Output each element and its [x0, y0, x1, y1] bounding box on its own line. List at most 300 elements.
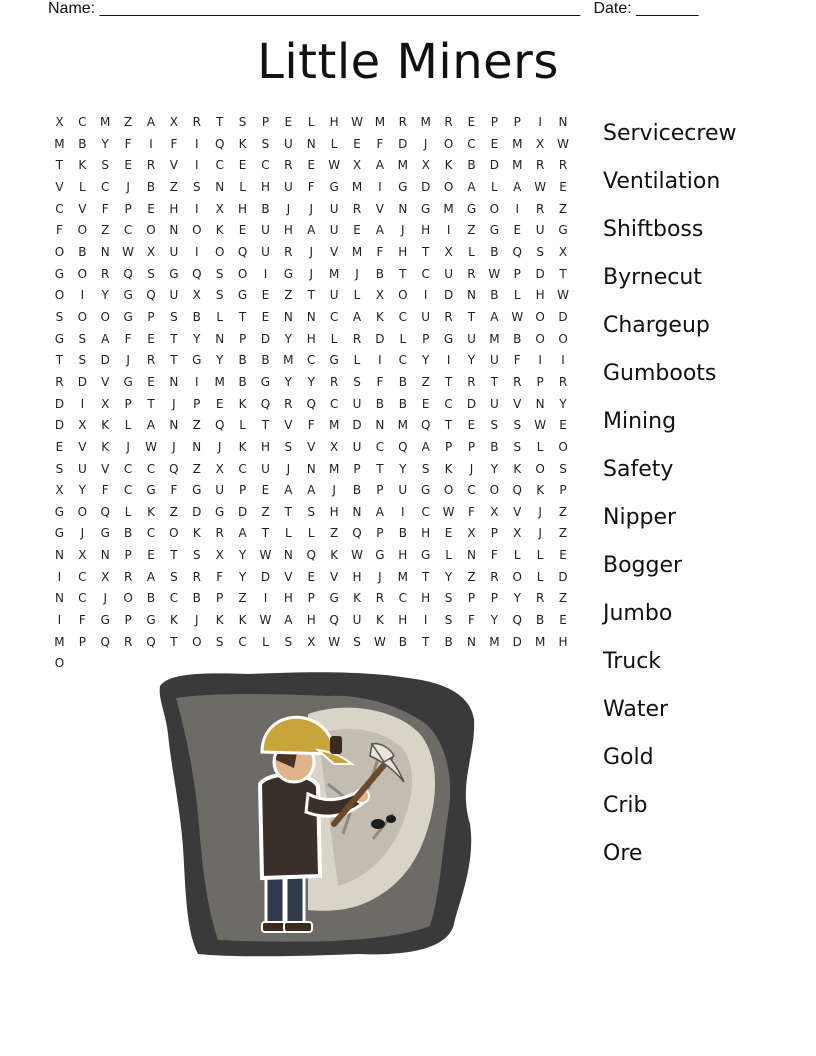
grid-letter[interactable]: R [444, 309, 453, 324]
grid-letter[interactable]: S [192, 179, 201, 194]
grid-letter[interactable]: E [559, 548, 567, 563]
grid-letter[interactable]: Q [306, 396, 316, 411]
grid-letter[interactable]: V [284, 418, 293, 433]
grid-letter[interactable]: W [122, 244, 135, 259]
grid-letter[interactable]: Q [306, 548, 316, 563]
grid-letter[interactable]: O [558, 439, 568, 454]
grid-letter[interactable]: Y [284, 331, 293, 346]
grid-letter[interactable]: C [375, 439, 385, 454]
grid-letter[interactable]: C [215, 158, 224, 173]
grid-letter[interactable]: R [101, 266, 110, 281]
grid-letter[interactable]: Y [101, 288, 109, 303]
name-line[interactable]: ______________________________________________________ [99, 0, 581, 17]
grid-letter[interactable]: C [146, 526, 156, 541]
grid-letter[interactable]: Q [329, 613, 339, 628]
grid-letter[interactable]: Z [124, 115, 133, 129]
grid-letter[interactable]: G [421, 201, 431, 216]
grid-letter[interactable]: M [374, 115, 386, 129]
grid-letter[interactable]: M [54, 136, 65, 151]
grid-letter[interactable]: U [489, 353, 499, 368]
grid-letter[interactable]: Z [467, 223, 476, 238]
grid-letter[interactable]: D [260, 331, 271, 346]
grid-letter[interactable]: V [101, 374, 110, 389]
grid-letter[interactable]: J [378, 569, 382, 584]
grid-letter[interactable]: C [123, 461, 133, 476]
grid-letter[interactable]: N [283, 548, 293, 563]
grid-letter[interactable]: F [55, 223, 63, 238]
grid-letter[interactable]: T [559, 266, 567, 281]
grid-letter[interactable]: N [100, 244, 110, 259]
grid-letter[interactable]: H [398, 613, 408, 628]
grid-letter[interactable]: W [259, 613, 272, 628]
grid-letter[interactable]: X [78, 548, 87, 563]
grid-letter[interactable]: K [101, 418, 110, 433]
grid-letter[interactable]: U [261, 223, 270, 238]
grid-letter[interactable]: C [467, 136, 476, 151]
grid-letter[interactable]: N [283, 309, 293, 324]
grid-letter[interactable]: K [238, 439, 247, 454]
grid-letter[interactable]: Z [192, 461, 201, 476]
grid-letter[interactable]: P [78, 634, 86, 649]
grid-letter[interactable]: H [169, 201, 179, 216]
grid-letter[interactable]: G [192, 353, 202, 368]
grid-letter[interactable]: H [421, 223, 431, 238]
grid-letter[interactable]: C [238, 461, 247, 476]
grid-letter[interactable]: C [169, 591, 179, 606]
grid-letter[interactable]: W [557, 288, 569, 303]
grid-letter[interactable]: C [78, 569, 87, 584]
grid-letter[interactable]: L [262, 634, 269, 649]
grid-letter[interactable]: A [375, 223, 385, 238]
grid-letter[interactable]: O [398, 288, 408, 303]
grid-letter[interactable]: G [329, 179, 339, 194]
grid-letter[interactable]: O [535, 461, 545, 476]
grid-letter[interactable]: L [78, 179, 86, 194]
grid-letter[interactable]: G [100, 526, 110, 541]
grid-letter[interactable]: Z [558, 526, 568, 541]
grid-letter[interactable]: S [284, 439, 293, 454]
grid-letter[interactable]: C [467, 483, 476, 498]
grid-letter[interactable]: J [126, 353, 130, 368]
grid-letter[interactable]: D [489, 158, 499, 173]
grid-letter[interactable]: E [559, 418, 567, 433]
grid-letter[interactable]: M [328, 266, 340, 281]
grid-letter[interactable]: N [398, 201, 408, 216]
grid-letter[interactable]: U [467, 331, 476, 346]
grid-letter[interactable]: X [215, 548, 224, 563]
grid-letter[interactable]: J [286, 201, 291, 216]
grid-letter[interactable]: R [352, 201, 362, 216]
grid-letter[interactable]: P [147, 309, 155, 324]
grid-letter[interactable]: Y [513, 591, 521, 606]
grid-letter[interactable]: S [444, 613, 453, 628]
grid-letter[interactable]: B [261, 353, 270, 368]
grid-letter[interactable]: S [78, 353, 87, 368]
grid-letter[interactable]: I [57, 613, 62, 628]
grid-letter[interactable]: G [421, 483, 431, 498]
grid-letter[interactable]: P [376, 526, 384, 541]
grid-letter[interactable]: C [123, 223, 133, 238]
grid-letter[interactable]: N [215, 179, 225, 194]
grid-letter[interactable]: T [55, 158, 64, 173]
grid-letter[interactable]: U [444, 266, 453, 281]
grid-letter[interactable]: F [468, 613, 475, 628]
grid-letter[interactable]: X [490, 504, 499, 519]
grid-letter[interactable]: T [399, 266, 407, 281]
grid-letter[interactable]: D [466, 396, 477, 411]
grid-letter[interactable]: N [54, 548, 64, 563]
grid-letter[interactable]: F [376, 244, 384, 259]
grid-letter[interactable]: M [54, 634, 65, 649]
grid-letter[interactable]: N [306, 309, 316, 324]
grid-letter[interactable]: G [123, 374, 133, 389]
grid-letter[interactable]: S [238, 115, 247, 129]
grid-letter[interactable]: Q [352, 526, 362, 541]
grid-letter[interactable]: N [375, 418, 385, 433]
grid-letter[interactable]: P [238, 483, 247, 498]
grid-letter[interactable]: O [512, 569, 522, 584]
grid-letter[interactable]: E [55, 439, 64, 454]
grid-letter[interactable]: A [352, 309, 362, 324]
grid-letter[interactable]: I [538, 115, 542, 129]
grid-letter[interactable]: R [398, 115, 407, 129]
grid-letter[interactable]: B [192, 309, 201, 324]
grid-letter[interactable]: D [54, 418, 65, 433]
grid-letter[interactable]: H [398, 244, 408, 259]
grid-letter[interactable]: W [351, 115, 363, 129]
grid-letter[interactable]: M [512, 158, 523, 173]
grid-letter[interactable]: Q [260, 396, 271, 411]
grid-letter[interactable]: F [124, 331, 132, 346]
grid-letter[interactable]: S [170, 309, 178, 324]
grid-letter[interactable]: T [467, 309, 476, 324]
grid-letter[interactable]: J [80, 526, 85, 541]
grid-letter[interactable]: N [466, 288, 476, 303]
grid-letter[interactable]: B [124, 526, 133, 541]
grid-letter[interactable]: O [489, 201, 500, 216]
grid-letter[interactable]: U [352, 396, 362, 411]
grid-letter[interactable]: O [54, 244, 65, 259]
grid-letter[interactable]: P [376, 483, 384, 498]
grid-letter[interactable]: T [170, 331, 178, 346]
grid-letter[interactable]: R [467, 266, 476, 281]
grid-letter[interactable]: P [261, 115, 270, 129]
grid-letter[interactable]: Y [284, 374, 293, 389]
grid-letter[interactable]: M [351, 179, 363, 194]
grid-letter[interactable]: A [146, 569, 156, 584]
grid-letter[interactable]: X [101, 569, 110, 584]
grid-letter[interactable]: E [238, 223, 247, 238]
grid-letter[interactable]: Q [146, 634, 156, 649]
grid-letter[interactable]: K [78, 158, 87, 173]
grid-letter[interactable]: E [307, 569, 316, 584]
grid-letter[interactable]: J [126, 439, 130, 454]
grid-letter[interactable]: T [376, 461, 384, 476]
grid-letter[interactable]: L [513, 288, 521, 303]
grid-letter[interactable]: T [170, 548, 178, 563]
grid-letter[interactable]: L [513, 548, 521, 563]
grid-letter[interactable]: E [353, 223, 361, 238]
grid-letter[interactable]: C [307, 353, 316, 368]
grid-letter[interactable]: R [123, 634, 133, 649]
grid-letter[interactable]: F [376, 374, 384, 389]
grid-letter[interactable]: S [421, 461, 430, 476]
grid-letter[interactable]: I [195, 244, 199, 259]
grid-letter[interactable]: S [192, 548, 201, 563]
grid-letter[interactable]: U [535, 223, 545, 238]
grid-letter[interactable]: G [54, 331, 65, 346]
grid-letter[interactable]: I [80, 288, 85, 303]
grid-letter[interactable]: L [285, 526, 292, 541]
grid-letter[interactable]: F [101, 483, 109, 498]
grid-letter[interactable]: G [329, 353, 339, 368]
grid-letter[interactable]: M [397, 158, 408, 173]
grid-letter[interactable]: V [284, 569, 293, 584]
grid-letter[interactable]: I [423, 288, 428, 303]
grid-letter[interactable]: H [421, 591, 431, 606]
grid-letter[interactable]: F [170, 483, 178, 498]
grid-letter[interactable]: K [330, 548, 339, 563]
grid-letter[interactable]: S [55, 309, 64, 324]
grid-letter[interactable]: U [421, 309, 431, 324]
grid-letter[interactable]: D [512, 634, 522, 649]
grid-letter[interactable]: K [147, 504, 155, 519]
grid-letter[interactable]: J [172, 396, 176, 411]
grid-letter[interactable]: B [467, 158, 476, 173]
grid-letter[interactable]: F [376, 136, 384, 151]
grid-letter[interactable]: C [55, 201, 64, 216]
grid-letter[interactable]: I [561, 353, 565, 368]
grid-letter[interactable]: Y [238, 548, 247, 563]
grid-letter[interactable]: B [261, 201, 270, 216]
grid-letter[interactable]: N [169, 374, 179, 389]
grid-letter[interactable]: L [239, 418, 246, 433]
grid-letter[interactable]: Q [398, 439, 408, 454]
grid-letter[interactable]: C [78, 115, 87, 129]
grid-letter[interactable]: C [398, 591, 407, 606]
grid-letter[interactable]: W [259, 548, 272, 563]
grid-letter[interactable]: R [192, 115, 201, 129]
grid-letter[interactable]: X [352, 158, 362, 173]
grid-letter[interactable]: I [195, 374, 199, 389]
grid-letter[interactable]: W [557, 136, 569, 151]
grid-letter[interactable]: K [444, 158, 453, 173]
grid-letter[interactable]: X [78, 418, 87, 433]
grid-letter[interactable]: X [215, 201, 224, 216]
grid-letter[interactable]: X [146, 244, 156, 259]
grid-letter[interactable]: S [559, 461, 567, 476]
grid-letter[interactable]: U [352, 439, 362, 454]
grid-letter[interactable]: O [100, 309, 110, 324]
grid-letter[interactable]: E [353, 136, 361, 151]
grid-letter[interactable]: Y [307, 374, 315, 389]
grid-letter[interactable]: D [558, 309, 568, 324]
grid-letter[interactable]: C [261, 158, 270, 173]
grid-letter[interactable]: H [535, 288, 545, 303]
grid-letter[interactable]: U [329, 223, 339, 238]
grid-letter[interactable]: I [263, 266, 268, 281]
grid-letter[interactable]: V [78, 201, 87, 216]
grid-letter[interactable]: J [126, 179, 130, 194]
grid-letter[interactable]: K [238, 136, 247, 151]
grid-letter[interactable]: G [260, 374, 271, 389]
grid-letter[interactable]: G [54, 266, 65, 281]
grid-letter[interactable]: E [238, 158, 247, 173]
grid-letter[interactable]: S [513, 418, 522, 433]
grid-letter[interactable]: H [238, 201, 248, 216]
grid-letter[interactable]: A [284, 613, 293, 628]
grid-letter[interactable]: H [352, 569, 362, 584]
grid-letter[interactable]: R [535, 201, 545, 216]
grid-letter[interactable]: T [422, 244, 430, 259]
grid-letter[interactable]: U [261, 461, 270, 476]
grid-letter[interactable]: A [375, 158, 385, 173]
grid-letter[interactable]: B [398, 526, 407, 541]
grid-letter[interactable]: P [238, 331, 247, 346]
grid-letter[interactable]: T [170, 634, 178, 649]
grid-letter[interactable]: J [332, 483, 336, 498]
grid-letter[interactable]: U [77, 461, 87, 476]
grid-letter[interactable]: J [103, 591, 107, 606]
grid-letter[interactable]: Y [559, 396, 567, 411]
grid-letter[interactable]: I [195, 201, 199, 216]
date-line[interactable]: _______ [636, 0, 699, 17]
grid-letter[interactable]: X [307, 634, 316, 649]
grid-letter[interactable]: D [352, 418, 362, 433]
grid-letter[interactable]: R [55, 374, 64, 389]
grid-letter[interactable]: X [55, 483, 64, 498]
grid-letter[interactable]: N [306, 136, 316, 151]
grid-letter[interactable]: V [513, 504, 522, 519]
grid-letter[interactable]: Y [422, 353, 430, 368]
grid-letter[interactable]: R [513, 374, 522, 389]
grid-letter[interactable]: U [261, 244, 270, 259]
grid-letter[interactable]: J [172, 439, 176, 454]
grid-letter[interactable]: P [467, 439, 476, 454]
grid-letter[interactable]: G [169, 266, 179, 281]
grid-letter[interactable]: M [397, 418, 408, 433]
grid-letter[interactable]: J [538, 504, 542, 519]
grid-letter[interactable]: Z [238, 591, 247, 606]
grid-letter[interactable]: I [149, 136, 153, 151]
grid-letter[interactable]: A [146, 418, 156, 433]
grid-letter[interactable]: M [397, 569, 408, 584]
grid-letter[interactable]: B [238, 374, 247, 389]
grid-letter[interactable]: B [398, 374, 407, 389]
grid-letter[interactable]: O [443, 179, 454, 194]
grid-letter[interactable]: F [216, 569, 224, 584]
grid-letter[interactable]: M [489, 331, 500, 346]
grid-letter[interactable]: Z [467, 569, 476, 584]
grid-letter[interactable]: G [329, 591, 339, 606]
grid-letter[interactable]: E [284, 115, 293, 129]
grid-letter[interactable]: G [54, 504, 65, 519]
grid-letter[interactable]: I [57, 569, 62, 584]
grid-letter[interactable]: P [490, 591, 498, 606]
grid-letter[interactable]: Q [214, 418, 225, 433]
grid-letter[interactable]: P [193, 396, 201, 411]
grid-letter[interactable]: B [375, 396, 385, 411]
grid-letter[interactable]: X [192, 288, 201, 303]
grid-letter[interactable]: L [399, 331, 407, 346]
grid-letter[interactable]: S [147, 266, 155, 281]
grid-letter[interactable]: D [421, 179, 431, 194]
grid-letter[interactable]: I [446, 223, 451, 238]
grid-letter[interactable]: S [101, 158, 110, 173]
grid-letter[interactable]: H [260, 179, 270, 194]
grid-letter[interactable]: Y [490, 461, 499, 476]
grid-letter[interactable]: R [444, 115, 453, 129]
grid-letter[interactable]: O [535, 309, 545, 324]
grid-letter[interactable]: Y [399, 461, 407, 476]
grid-letter[interactable]: T [238, 309, 247, 324]
grid-letter[interactable]: E [421, 396, 430, 411]
grid-letter[interactable]: R [352, 331, 362, 346]
grid-letter[interactable]: H [329, 115, 339, 129]
grid-letter[interactable]: X [444, 244, 453, 259]
grid-letter[interactable]: J [355, 266, 359, 281]
grid-letter[interactable]: G [283, 266, 293, 281]
grid-letter[interactable]: N [306, 461, 316, 476]
grid-letter[interactable]: T [490, 374, 499, 389]
grid-letter[interactable]: C [329, 396, 339, 411]
grid-letter[interactable]: L [468, 244, 475, 259]
grid-letter[interactable]: A [284, 483, 293, 498]
grid-letter[interactable]: T [147, 396, 155, 411]
grid-letter[interactable]: T [444, 374, 453, 389]
grid-letter[interactable]: G [192, 483, 202, 498]
grid-letter[interactable]: W [373, 634, 386, 649]
grid-letter[interactable]: X [421, 158, 430, 173]
grid-letter[interactable]: K [215, 223, 224, 238]
grid-letter[interactable]: L [536, 439, 544, 454]
grid-letter[interactable]: O [443, 483, 454, 498]
grid-letter[interactable]: T [444, 418, 453, 433]
grid-letter[interactable]: N [169, 223, 179, 238]
grid-letter[interactable]: H [283, 223, 293, 238]
grid-letter[interactable]: A [375, 504, 385, 519]
grid-letter[interactable]: B [490, 244, 499, 259]
grid-letter[interactable]: Y [78, 483, 86, 498]
grid-letter[interactable]: T [422, 634, 430, 649]
grid-letter[interactable]: O [54, 656, 65, 671]
grid-letter[interactable]: Z [330, 526, 339, 541]
grid-letter[interactable]: Z [169, 179, 179, 194]
grid-letter[interactable]: S [353, 634, 361, 649]
grid-letter[interactable]: U [489, 396, 499, 411]
grid-letter[interactable]: K [375, 613, 384, 628]
grid-letter[interactable]: K [215, 613, 224, 628]
grid-letter[interactable]: B [146, 179, 156, 194]
grid-letter[interactable]: F [78, 613, 86, 628]
grid-letter[interactable]: S [284, 634, 293, 649]
grid-letter[interactable]: T [284, 504, 293, 519]
grid-letter[interactable]: H [283, 591, 293, 606]
grid-letter[interactable]: J [309, 266, 314, 281]
grid-letter[interactable]: S [215, 288, 224, 303]
grid-letter[interactable]: K [353, 591, 361, 606]
grid-letter[interactable]: U [169, 244, 179, 259]
grid-letter[interactable]: D [375, 331, 385, 346]
grid-letter[interactable]: P [490, 526, 498, 541]
grid-letter[interactable]: I [423, 613, 428, 628]
grid-letter[interactable]: O [169, 526, 179, 541]
grid-letter[interactable]: S [261, 136, 270, 151]
grid-letter[interactable]: M [420, 115, 431, 129]
grid-letter[interactable]: H [306, 613, 316, 628]
grid-letter[interactable]: G [443, 331, 454, 346]
grid-letter[interactable]: B [78, 136, 87, 151]
